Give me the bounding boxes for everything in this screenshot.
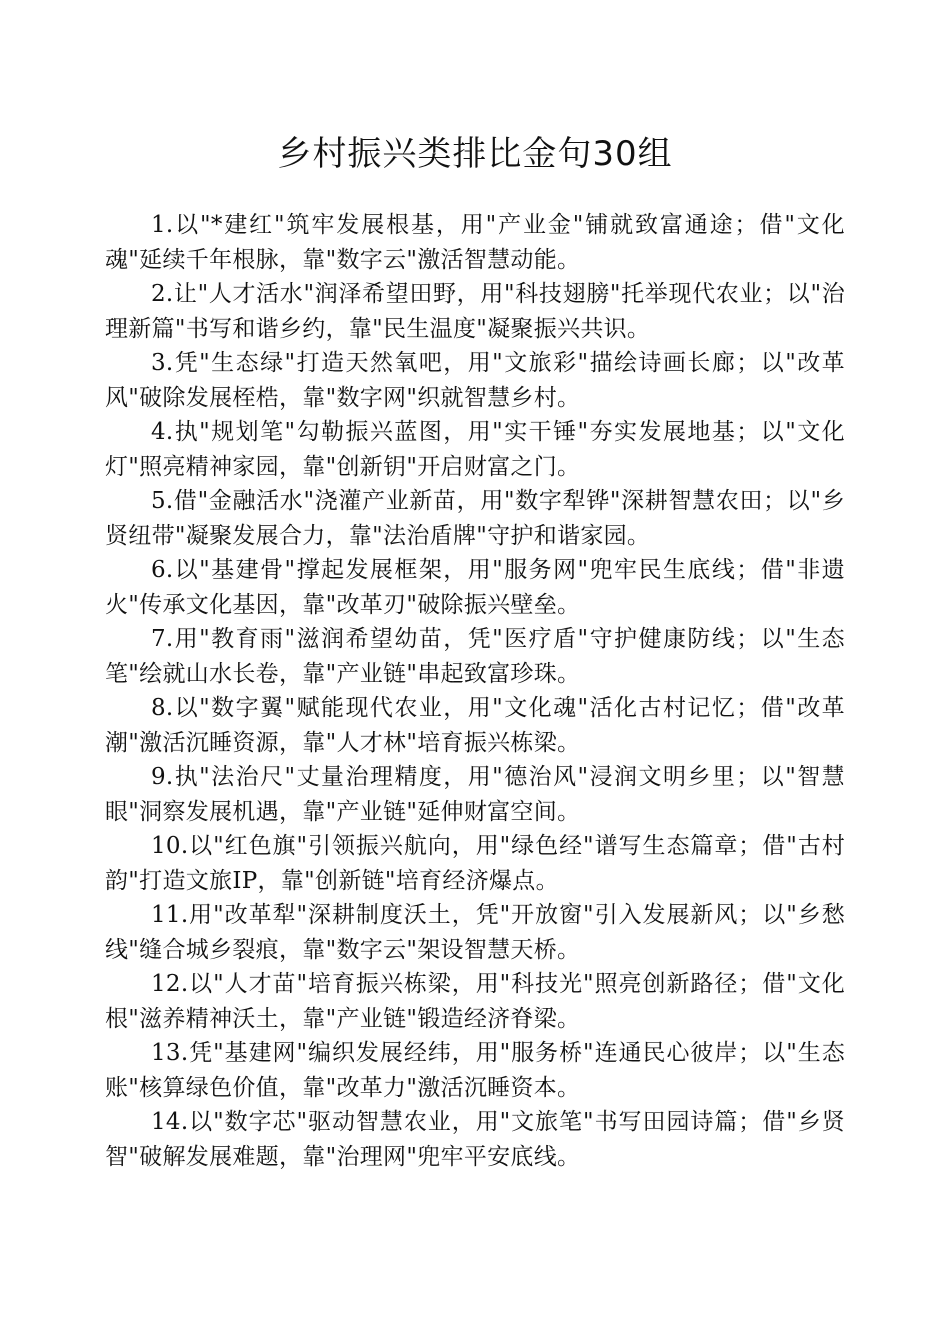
paragraph-1: 1.以"*建红"筑牢发展根基，用"产业金"铺就致富通途；借"文化魂"延续千年根脉，靠"数字云"激活智慧动能。 [105,212,845,273]
paragraph-11: 11.用"改革犁"深耕制度沃土，凭"开放窗"引入发展新风；以"乡愁线"缝合城乡裂痕，靠"数字云"架设智慧天桥。 [105,902,845,963]
paragraph-9: 9.执"法治尺"丈量治理精度，用"德治风"浸润文明乡里；以"智慧眼"洞察发展机遇，靠"产业链"延伸财富空间。 [105,764,845,825]
paragraph-3: 3.凭"生态绿"打造天然氧吧，用"文旅彩"描绘诗画长廊；以"改革风"破除发展桎梏，靠"数字网"织就智慧乡村。 [105,350,845,411]
paragraph-5: 5.借"金融活水"浇灌产业新苗，用"数字犁铧"深耕智慧农田；以"乡贤纽带"凝聚发展合力，靠"法治盾牌"守护和谐家园。 [105,488,845,549]
paragraph-7: 7.用"教育雨"滋润希望幼苗，凭"医疗盾"守护健康防线；以"生态笔"绘就山水长卷，靠"产业链"串起致富珍珠。 [105,626,845,687]
paragraph-8: 8.以"数字翼"赋能现代农业，用"文化魂"活化古村记忆；借"改革潮"激活沉睡资源，靠"人才林"培育振兴栋梁。 [105,695,845,756]
paragraph-6: 6.以"基建骨"撑起发展框架，用"服务网"兜牢民生底线；借"非遗火"传承文化基因，靠"改革刃"破除振兴壁垒。 [105,557,845,618]
document-body [105,208,845,1174]
paragraph-2: 2.让"人才活水"润泽希望田野，用"科技翅膀"托举现代农业；以"治理新篇"书写和谐乡约，靠"民生温度"凝聚振兴共识。 [105,281,845,342]
paragraph-14: 14.以"数字芯"驱动智慧农业，用"文旅笔"书写田园诗篇；借"乡贤智"破解发展难题，靠"治理网"兜牢平安底线。 [105,1109,845,1170]
paragraph-10: 10.以"红色旗"引领振兴航向，用"绿色经"谱写生态篇章；借"古村韵"打造文旅IP，靠"创新链"培育经济爆点。 [105,833,845,894]
paragraph-4: 4.执"规划笔"勾勒振兴蓝图，用"实干锤"夯实发展地基；以"文化灯"照亮精神家园，靠"创新钥"开启财富之门。 [105,419,845,480]
paragraph-12: 12.以"人才苗"培育振兴栋梁，用"科技光"照亮创新路径；借"文化根"滋养精神沃土，靠"产业链"锻造经济脊梁。 [105,971,845,1032]
page-title: 乡村振兴类排比金句30组 [277,134,673,174]
paragraph-13: 13.凭"基建网"编织发展经纬，用"服务桥"连通民心彼岸；以"生态账"核算绿色价值，靠"改革力"激活沉睡资本。 [105,1040,845,1101]
